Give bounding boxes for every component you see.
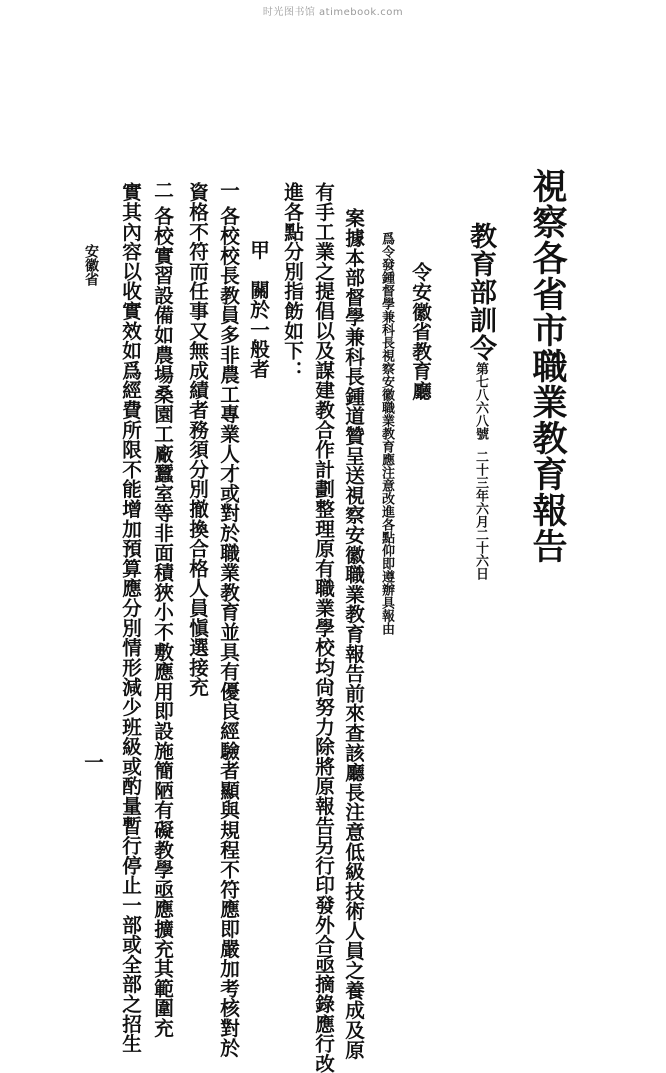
page-number: 一: [80, 752, 104, 772]
section-a-heading: 甲 關於一般者: [246, 240, 270, 379]
order-number: 第七八六八號: [473, 362, 488, 440]
item-1-line-2: 資格不符而任事又無成績者務須分別撤換合格人員愼選接充: [185, 182, 209, 697]
order-addressee: 令安徽省教育廳: [408, 262, 432, 401]
order-subject: 爲令發鍾督學兼科長視察安徽職業教育應注意改進各點仰即遵辦具報由: [379, 232, 394, 635]
item-2-number: 二: [150, 180, 174, 200]
footer-section-label: 安徽省: [83, 244, 99, 286]
order-date: 二十三年六月二十六日: [473, 450, 488, 580]
order-heading: 教育部訓令: [465, 222, 496, 362]
item-1-number: 一: [216, 180, 240, 200]
item-2-line-1: 各校實習設備如農場桑園工廠蠶室等非面積狹小不敷應用即設施簡陋有礙教學亟應擴充其範圍充: [150, 206, 174, 1038]
item-2-line-2: 實其內容以收實效如爲經費所限不能增加預算應分別情形減少班級或酌量暫行停止一部或全部之招生: [118, 182, 142, 1054]
watermark: 时光图书馆 atimebook.com: [262, 7, 404, 18]
paragraph-line-3: 進各點分別指飭如下：: [280, 182, 304, 380]
paragraph-line-1: 案據本部督學兼科長鍾道贊呈送視察安徽職業教育報告前來查該廳長注意低級技術人員之養成及原: [341, 208, 365, 1060]
item-1-line-1: 各校校長教員多非農工專業人才或對於職業教育並具有優良經驗者顯與規程不符應即嚴加考核對於: [216, 206, 240, 1058]
document-title: 視察各省市職業教育報告: [527, 168, 568, 564]
paragraph-line-2: 有手工業之提倡以及謀建教合作計劃整理原有職業學校均尙努力除將原報告另行印發外合亟摘錄應行改: [311, 182, 335, 1073]
